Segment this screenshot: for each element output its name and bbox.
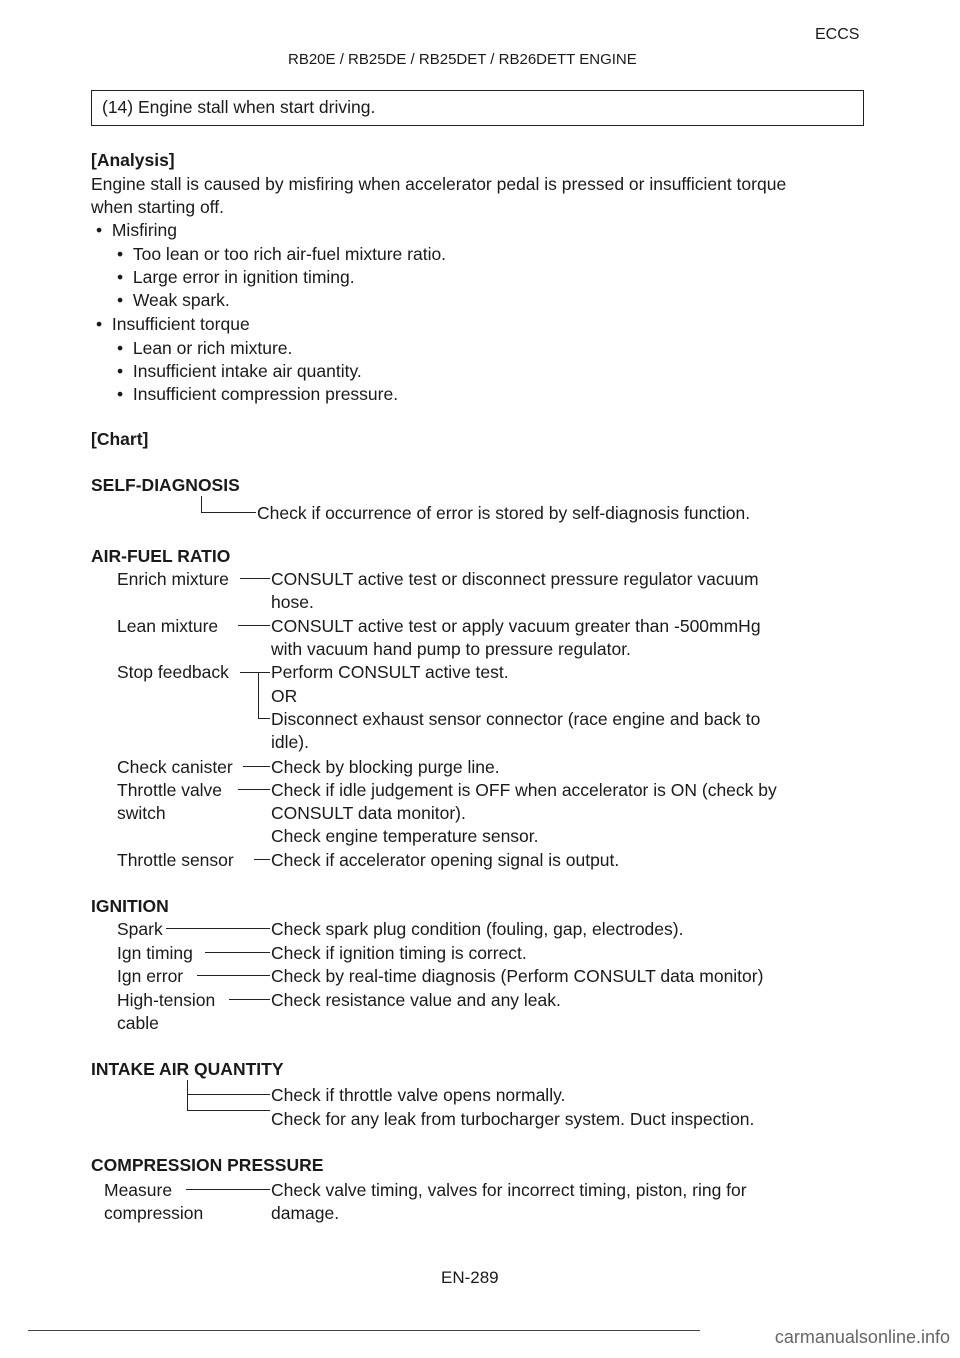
throttle-valve-text1: Check if idle judgement is OFF when accelerator is ON (check by — [271, 780, 777, 800]
page-number: EN-289 — [441, 1268, 499, 1287]
connector-line — [201, 496, 202, 512]
ign-timing-text: Check if ignition timing is correct. — [271, 943, 527, 963]
ign-error-label: Ign error — [117, 966, 184, 986]
connector-line — [205, 952, 270, 953]
throttle-valve-label1: Throttle valve — [117, 780, 223, 800]
throttle-valve-text3: Check engine temperature sensor. — [271, 826, 539, 846]
connector-line — [201, 512, 256, 513]
analysis-intro-line1: Engine stall is caused by misfiring when accelerator pedal is pressed or insufficient torque — [91, 174, 787, 194]
ign-error-text: Check by real-time diagnosis (Perform CONSULT data monitor) — [271, 966, 764, 986]
throttle-sensor-text: Check if accelerator opening signal is output. — [271, 850, 620, 870]
list-item: • Too lean or too rich air-fuel mixture ratio. — [117, 244, 447, 264]
lean-mixture-text2: with vacuum hand pump to pressure regulator. — [271, 639, 631, 659]
enrich-mixture-text1: CONSULT active test or disconnect pressure regulator vacuum — [271, 569, 759, 589]
connector-line — [238, 789, 270, 790]
intake-text2: Check for any leak from turbocharger system. Duct inspection. — [271, 1109, 755, 1129]
stop-feedback-text3: idle). — [271, 732, 309, 752]
self-diagnosis-heading: SELF-DIAGNOSIS — [91, 475, 240, 495]
high-tension-label1: High-tension — [117, 990, 216, 1010]
list-item: • Insufficient compression pressure. — [117, 384, 399, 404]
connector-line — [240, 578, 270, 579]
spark-label: Spark — [117, 919, 163, 939]
list-item: • Large error in ignition timing. — [117, 267, 355, 287]
engine-header: RB20E / RB25DE / RB25DET / RB26DETT ENGINE — [288, 51, 637, 68]
page-title: (14) Engine stall when start driving. — [102, 97, 376, 117]
title-box — [91, 90, 864, 126]
connector-line — [240, 672, 270, 673]
enrich-mixture-text2: hose. — [271, 592, 314, 612]
intake-text1: Check if throttle valve opens normally. — [271, 1085, 566, 1105]
connector-line — [187, 1094, 270, 1095]
compression-heading: COMPRESSION PRESSURE — [91, 1155, 324, 1175]
section-label: ECCS — [815, 26, 860, 43]
compression-text1: Check valve timing, valves for incorrect timing, piston, ring for — [271, 1180, 747, 1200]
ignition-heading: IGNITION — [91, 896, 169, 916]
connector-line — [187, 1110, 270, 1111]
connector-line — [258, 718, 270, 719]
connector-line — [229, 999, 270, 1000]
lean-mixture-label: Lean mixture — [117, 616, 219, 636]
bullet-misfiring: • Misfiring — [96, 220, 178, 240]
watermark: carmanualsonline.info — [774, 1327, 950, 1347]
analysis-heading: [Analysis] — [91, 150, 175, 170]
connector-line — [187, 1080, 188, 1110]
connector-line — [197, 975, 270, 976]
ign-timing-label: Ign timing — [117, 943, 193, 963]
connector-line — [254, 859, 270, 860]
analysis-intro-line2: when starting off. — [91, 197, 224, 217]
air-fuel-heading: AIR-FUEL RATIO — [91, 546, 231, 566]
connector-line — [238, 625, 270, 626]
bullet-insufficient-torque: • Insufficient torque — [96, 314, 250, 334]
self-diagnosis-check: Check if occurrence of error is stored by self-diagnosis function. — [257, 503, 751, 523]
list-item: • Weak spark. — [117, 290, 230, 310]
connector-line — [258, 672, 259, 719]
throttle-sensor-label: Throttle sensor — [117, 850, 234, 870]
intake-heading: INTAKE AIR QUANTITY — [91, 1059, 284, 1079]
list-item: • Insufficient intake air quantity. — [117, 361, 362, 381]
lean-mixture-text1: CONSULT active test or apply vacuum greater than -500mmHg — [271, 616, 761, 636]
high-tension-text: Check resistance value and any leak. — [271, 990, 561, 1010]
throttle-valve-text2: CONSULT data monitor). — [271, 803, 466, 823]
compression-text2: damage. — [271, 1203, 340, 1223]
footer-rule — [28, 1330, 700, 1331]
connector-line — [166, 928, 270, 929]
throttle-valve-label2: switch — [117, 803, 166, 823]
compression-label1: Measure — [104, 1180, 173, 1200]
stop-feedback-label: Stop feedback — [117, 662, 229, 682]
chart-heading: [Chart] — [91, 429, 149, 449]
enrich-mixture-label: Enrich mixture — [117, 569, 229, 589]
connector-line — [243, 766, 270, 767]
check-canister-label: Check canister — [117, 757, 233, 777]
spark-text: Check spark plug condition (fouling, gap, electrodes). — [271, 919, 684, 939]
high-tension-label2: cable — [117, 1013, 159, 1033]
stop-feedback-text1: Perform CONSULT active test. — [271, 662, 509, 682]
list-item: • Lean or rich mixture. — [117, 338, 293, 358]
stop-feedback-text2: Disconnect exhaust sensor connector (race engine and back to — [271, 709, 761, 729]
connector-line — [186, 1189, 270, 1190]
compression-label2: compression — [104, 1203, 204, 1223]
stop-feedback-or: OR — [271, 686, 298, 706]
check-canister-text: Check by blocking purge line. — [271, 757, 500, 777]
